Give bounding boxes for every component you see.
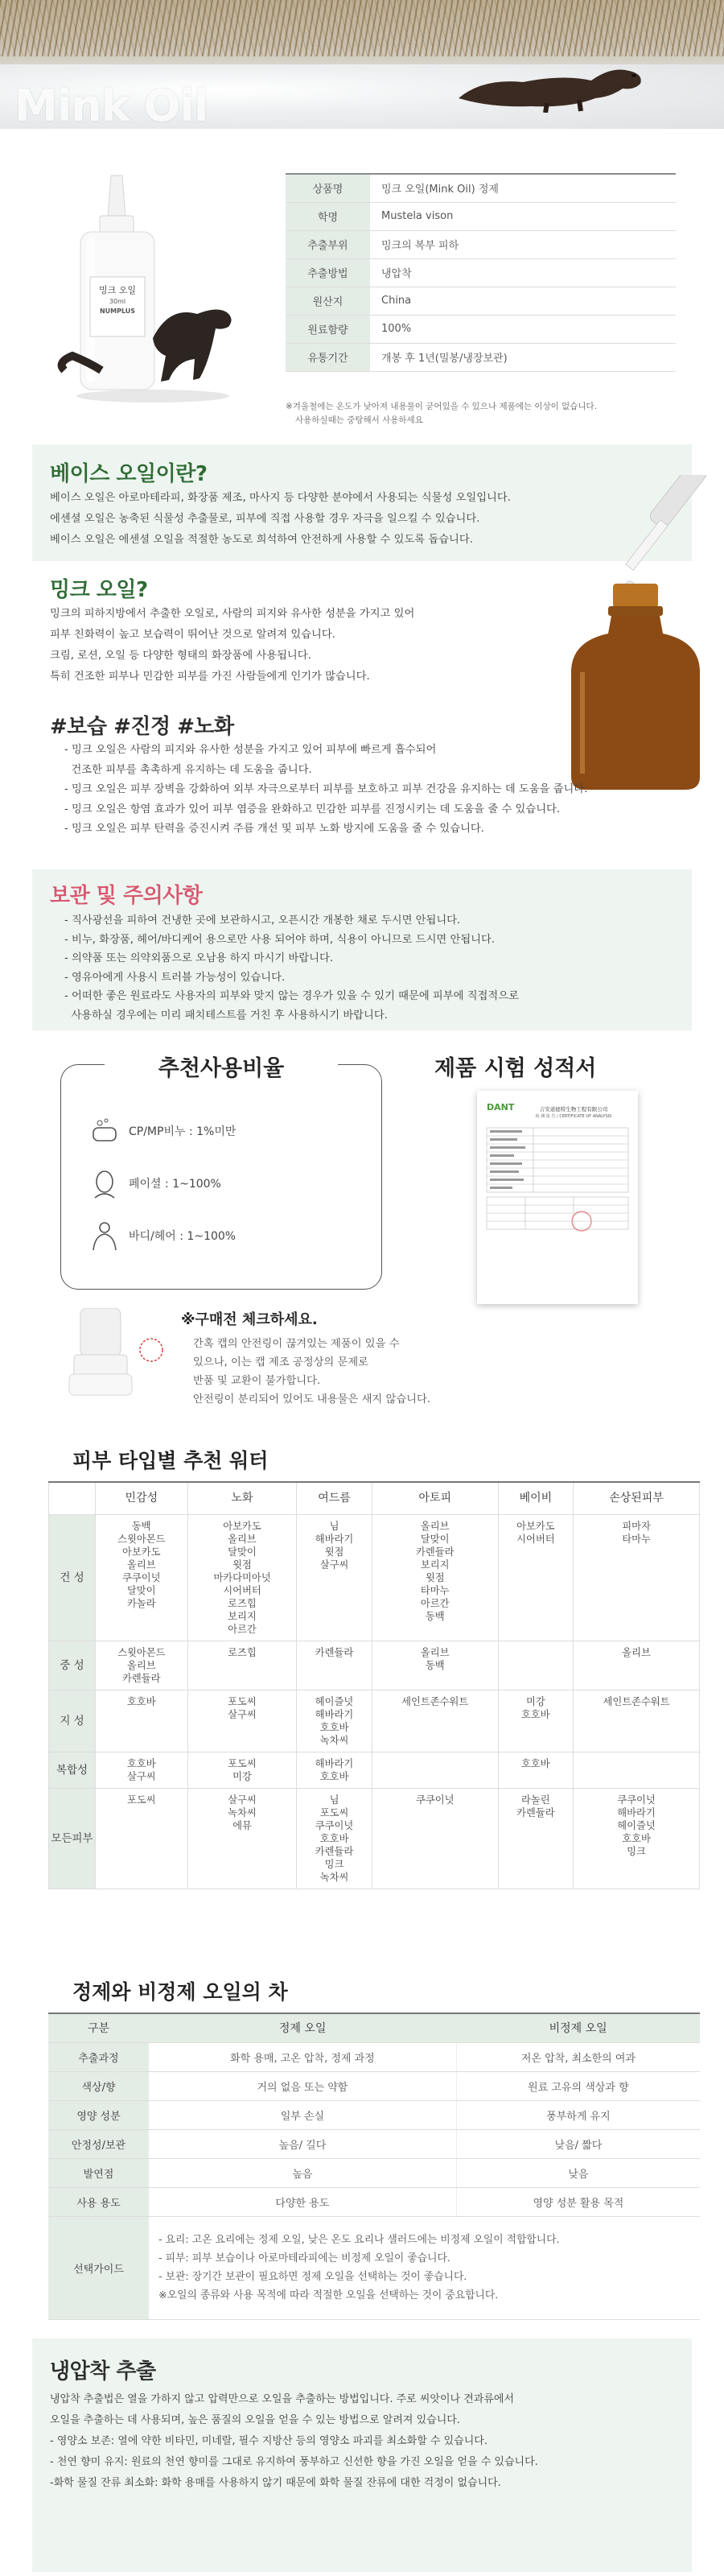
product-label-line2: 30ml	[109, 298, 126, 305]
text-line: 베이스 오일은 에센셜 오일을 적절한 농도로 희석하여 안전하게 사용할 수 있도록 돕습니다.	[50, 534, 473, 546]
skin-table-corner	[49, 1482, 96, 1514]
text-line: - 밍크 오일은 피부 장벽을 강화하여 외부 자극으로부터 피부를 보호하고 피부 건강을 유지하는 데 도움을 줍니다.	[64, 783, 588, 795]
spec-value: 밍크의 복부 피하	[370, 230, 676, 258]
comparison-key: 발연점	[48, 2158, 149, 2187]
comparison-header: 구분	[48, 2013, 149, 2042]
skin-table-row	[49, 1752, 700, 1788]
skin-table-cell: 스윗아몬드 올리브 카렌듈라	[96, 1641, 188, 1690]
skin-table-cell: 아보카도 시어버터	[498, 1514, 573, 1641]
skin-table-cell: 해바라기 호호바	[297, 1752, 372, 1788]
guide-line: - 요리: 고온 요리에는 정제 오일, 낮은 온도 요리나 샐러드에는 비정제 오일이 적합합니다.	[158, 2234, 560, 2246]
soap-icon	[88, 1115, 121, 1147]
skin-table-cell: 호호바 살구씨	[96, 1752, 188, 1788]
text-line: - 영양소 보존: 열에 약한 비타민, 미네랄, 필수 지방산 등의 영양소 파괴를 최소화할 수 있습니다.	[50, 2435, 487, 2447]
text-line: - 직사광선을 피하여 건냉한 곳에 보관하시고, 오픈시간 개봉한 채로 두시면 안됩니다.	[64, 914, 461, 927]
cap-notice-text	[193, 1335, 430, 1409]
skin-table-row	[49, 1788, 700, 1889]
spec-row	[286, 202, 676, 230]
comparison-row	[48, 2071, 700, 2100]
skin-table-cell: 세인트존수워트	[574, 1690, 700, 1752]
dry-grass-background	[0, 0, 724, 56]
skin-type-label: 건 성	[49, 1514, 96, 1641]
guide-line: - 보관: 장기간 보관이 필요하면 정제 오일을 선택하는 것이 좋습니다.	[158, 2271, 467, 2283]
recommend-row	[88, 1167, 221, 1199]
text-line: 오일을 추출하는 데 사용되며, 높은 품질의 오일을 얻을 수 있는 방법으로 알려져 있습니다.	[50, 2414, 460, 2426]
face-icon	[88, 1167, 121, 1199]
skin-table-column-header: 노화	[187, 1482, 297, 1514]
spec-value: 냉압착	[370, 258, 676, 287]
spec-key: 원산지	[286, 287, 370, 315]
spec-row	[286, 343, 676, 371]
text-line: -화학 물질 잔류 최소화: 화학 용매를 사용하지 않기 때문에 화학 물질 잔류에 대한 걱정이 없습니다.	[50, 2477, 501, 2489]
text-line: 피부 친화력이 높고 보습력이 뛰어난 것으로 알려져 있습니다.	[50, 629, 335, 641]
comparison-row	[48, 2042, 700, 2071]
skin-table-column-header: 손상된피부	[574, 1482, 700, 1514]
refined-value: 화학 용매, 고온 압착, 정제 과정	[149, 2042, 456, 2071]
spec-key: 상품명	[286, 174, 370, 202]
skin-table-cell: 포도씨 살구씨	[187, 1690, 297, 1752]
refined-value: 높음	[149, 2158, 456, 2187]
text-line: 반품 및 교환이 불가합니다.	[193, 1375, 321, 1387]
caution-title: 보관 및 주의사항	[50, 884, 203, 908]
recommend-text: 바디/헤어 : 1~100%	[129, 1230, 237, 1243]
skin-table-cell: 올리브 달맞이 카렌듈라 보리지 윗점 타마누 아르간 동백	[372, 1514, 498, 1641]
spec-row	[286, 174, 676, 202]
guide-line: - 피부: 피부 보습이나 아로마테라피에는 비정제 오일이 좋습니다.	[158, 2252, 450, 2264]
unrefined-value: 영양 성분 활용 목적	[456, 2187, 700, 2216]
skin-table-column-header: 여드름	[297, 1482, 372, 1514]
mink-photo	[450, 50, 652, 113]
unrefined-value: 저온 압착, 최소한의 여과	[456, 2042, 700, 2071]
refined-value: 거의 없음 또는 약함	[149, 2071, 456, 2100]
cap-image	[56, 1308, 169, 1397]
spec-table	[286, 173, 676, 372]
comparison-row	[48, 2187, 700, 2216]
unrefined-value: 원료 고유의 색상과 향	[456, 2071, 700, 2100]
comparison-table	[48, 2013, 700, 2320]
base-oil-title: 베이스 오일이란?	[50, 462, 208, 486]
skin-table-row	[49, 1641, 700, 1690]
certificate-brand: DANT	[487, 1102, 515, 1113]
body-icon	[88, 1220, 121, 1252]
skin-table-cell	[574, 1752, 700, 1788]
skin-type-label: 복합성	[49, 1752, 96, 1788]
spec-value: China	[370, 287, 676, 315]
comparison-header: 정제 오일	[149, 2013, 456, 2042]
unrefined-value: 낮음	[456, 2158, 700, 2187]
skin-table-cell: 라놀린 카렌듈라	[498, 1788, 573, 1889]
skin-table-title: 피부 타입별 추천 워터	[72, 1449, 269, 1472]
certificate-image	[477, 1091, 638, 1304]
benefits-title: #보습 #진정 #노화	[50, 715, 234, 739]
text-line: 사용하실 경우에는 미리 패치테스트를 거친 후 사용하시기 바랍니다.	[64, 1009, 388, 1022]
recommend-row	[88, 1220, 236, 1252]
spec-value: 밍크 오일(Mink Oil) 정제	[370, 174, 676, 202]
recommend-row	[88, 1115, 236, 1147]
text-line: 에센셜 오일은 농축된 식물성 추출물로, 피부에 직접 사용할 경우 자극을 일으킬 수 있습니다.	[50, 513, 480, 525]
text-line: - 천연 향미 유지: 원료의 천연 향미를 그대로 유지하여 풍부하고 신선한 향을 가진 오일을 얻을 수 있습니다.	[50, 2456, 538, 2468]
text-line: 특히 건조한 피부나 민감한 피부를 가진 사람들에게 인기가 많습니다.	[50, 671, 370, 683]
skin-table-cell: 올리브	[574, 1641, 700, 1690]
cold-press-title: 냉압착 추출	[50, 2359, 156, 2384]
comparison-key: 추출과정	[48, 2042, 149, 2071]
product-label-brand: NUMPLUS	[99, 308, 136, 315]
skin-table-cell: 아보카도 올리브 달맞이 윗점 마카다미아넛 시어버터 로즈힙 보리지 아르간	[187, 1514, 297, 1641]
spec-key: 원료함량	[286, 315, 370, 343]
mink-oil-text	[50, 604, 414, 687]
skin-table-cell: 카렌듈라	[297, 1641, 372, 1690]
recommend-title: 추천사용비율	[105, 1051, 338, 1082]
spec-value: 100%	[370, 315, 676, 343]
benefits-text	[64, 741, 587, 840]
hero-banner	[0, 0, 724, 129]
spec-note	[286, 400, 688, 427]
text-line: - 영유아에게 사용시 트러블 가능성이 있습니다.	[64, 971, 286, 984]
comparison-key: 사용 용도	[48, 2187, 149, 2216]
skin-type-label: 중 성	[49, 1641, 96, 1690]
mink-oil-title: 밍크 오일?	[50, 578, 148, 602]
spec-note-line: 사용하실때는 중탕해서 사용하세요	[295, 415, 423, 425]
skin-table-cell: 포도씨	[96, 1788, 188, 1889]
cap-notice-title: ※구매전 체크하세요.	[181, 1311, 318, 1328]
text-line: - 밍크 오일은 사람의 피지와 유사한 성분을 가지고 있어 피부에 빠르게 흡수되어	[64, 744, 437, 756]
skin-table-column-header: 민감성	[96, 1482, 188, 1514]
skin-table-cell: 쿠쿠이넛 해바라기 헤이즐넛 호호바 밍크	[574, 1788, 700, 1889]
comparison-header-row	[48, 2013, 700, 2042]
skin-table-cell: 동백 스윗아몬드 아보카도 올리브 쿠쿠이넛 달맞이 카놀라	[96, 1514, 188, 1641]
skin-table-cell: 호호바	[498, 1752, 573, 1788]
guide-line: ※오일의 종류와 사용 목적에 따라 적절한 오일을 선택하는 것이 중요합니다.	[158, 2289, 499, 2301]
certificate-table-graphic	[485, 1126, 630, 1239]
spec-key: 학명	[286, 202, 370, 230]
skin-type-label: 지 성	[49, 1690, 96, 1752]
skin-table-cell: 살구씨 녹차씨 에뮤	[187, 1788, 297, 1889]
spec-key: 추출부위	[286, 230, 370, 258]
skin-table-column-header: 베이비	[498, 1482, 573, 1514]
product-image	[48, 169, 265, 411]
text-line: - 밍크 오일은 항염 효과가 있어 피부 염증을 완화하고 민감한 피부를 진정시키는 데 도움을 줄 수 있습니다.	[64, 803, 561, 815]
skin-table-cell: 호호바	[96, 1690, 188, 1752]
spec-row	[286, 287, 676, 315]
skin-table-cell: 미강 호호바	[498, 1690, 573, 1752]
comparison-row	[48, 2129, 700, 2158]
skin-table-cell: 로즈힙	[187, 1641, 297, 1690]
text-line: 간혹 캡의 안전링이 끊겨있는 제품이 있을 수	[193, 1338, 400, 1350]
certificate-doc-title: 检 测 报 告 / CERTIFICATE OF ANALYSIS	[535, 1114, 612, 1119]
hero-title: Mink Oil	[14, 80, 208, 129]
product-label-line1: 밍크 오일	[98, 285, 136, 295]
text-line: 베이스 오일은 아로마테라피, 화장품 제조, 마사지 등 다양한 분야에서 사용되는 식물성 오일입니다.	[50, 492, 511, 504]
spec-key: 유통기간	[286, 343, 370, 371]
text-line: 건조한 피부를 촉촉하게 유지하는 데 도움을 줍니다.	[64, 763, 312, 776]
comparison-row	[48, 2158, 700, 2187]
text-line: - 밍크 오일은 피부 탄력을 증진시켜 주름 개선 및 피부 노화 방지에 도움을 줄 수 있습니다.	[64, 823, 484, 835]
comparison-title: 정제와 비정제 오일의 차	[72, 1980, 288, 2004]
comparison-guide-row	[48, 2216, 700, 2319]
skin-table-cell: 님 해바라기 윗점 살구씨	[297, 1514, 372, 1641]
skin-table-cell	[372, 1752, 498, 1788]
skin-table-cell: 올리브 동백	[372, 1641, 498, 1690]
comparison-key: 영양 성분	[48, 2100, 149, 2129]
refined-value: 높음/ 길다	[149, 2129, 456, 2158]
skin-type-table	[48, 1481, 700, 1889]
spec-value: 개봉 후 1년(밀봉/냉장보관)	[370, 343, 676, 371]
recommend-text: 페이셜 : 1~100%	[129, 1178, 221, 1191]
text-line: - 어떠한 좋은 원료라도 사용자의 피부와 맞지 않는 경우가 있을 수 있기 때문에 피부에 직접적으로	[64, 990, 519, 1002]
spec-row	[286, 258, 676, 287]
cold-press-text	[50, 2389, 538, 2494]
comparison-key: 색상/향	[48, 2071, 149, 2100]
unrefined-value: 낮음/ 짧다	[456, 2129, 700, 2158]
skin-table-row	[49, 1514, 700, 1641]
skin-table-cell: 님 포도씨 쿠쿠이넛 호호바 카렌듈라 밍크 녹차씨	[297, 1788, 372, 1889]
selection-guide	[149, 2216, 700, 2319]
skin-table-column-header: 아토피	[372, 1482, 498, 1514]
recommend-text: CP/MP비누 : 1%미만	[129, 1125, 237, 1138]
spec-note-line: ※겨울철에는 온도가 낮아져 내용물이 굳어있을 수 있으나 제품에는 이상이 없습니다.	[286, 402, 598, 411]
skin-table-cell: 피마자 타마누	[574, 1514, 700, 1641]
text-line: 밍크의 피하지방에서 추출한 오일로, 사람의 피지와 유사한 성분을 가지고 있어	[50, 608, 415, 620]
text-line: 있으나, 이는 캡 제조 공정상의 문제로	[193, 1356, 369, 1368]
spec-row	[286, 315, 676, 343]
skin-table-cell: 세인트존수워트	[372, 1690, 498, 1752]
text-line: 냉압착 추출법은 열을 가하지 않고 압력만으로 오일을 추출하는 방법입니다. 주로 씨앗이나 견과류에서	[50, 2393, 515, 2405]
spec-value: Mustela vison	[370, 202, 676, 230]
skin-table-row	[49, 1690, 700, 1752]
skin-table-cell	[498, 1641, 573, 1690]
refined-value: 다양한 용도	[149, 2187, 456, 2216]
text-line: - 의약품 또는 의약외품으로 오남용 하지 마시기 바랍니다.	[64, 952, 334, 964]
text-line: - 비누, 화장품, 헤어/바디케어 용으로만 사용 되어야 하며, 식용이 아니므로 드시면 안됩니다.	[64, 933, 496, 946]
spec-key: 추출방법	[286, 258, 370, 287]
spec-row	[286, 230, 676, 258]
text-line: 안전링이 분리되어 있어도 내용물은 새지 않습니다.	[193, 1393, 431, 1406]
unrefined-value: 풍부하게 유지	[456, 2100, 700, 2129]
text-line: 크림, 로션, 오일 등 다양한 형태의 화장품에 사용됩니다.	[50, 650, 311, 662]
base-oil-text	[50, 488, 511, 551]
skin-table-cell: 포도씨 미강	[187, 1752, 297, 1788]
caution-text	[64, 911, 519, 1025]
skin-table-cell: 헤이즐넛 해바라기 호호바 녹차씨	[297, 1690, 372, 1752]
skin-table-header-row	[49, 1482, 700, 1514]
comparison-row	[48, 2100, 700, 2129]
refined-value: 일부 손실	[149, 2100, 456, 2129]
certificate-company: 吉安道德特生物工程有限公司	[539, 1106, 608, 1113]
comparison-header: 비정제 오일	[456, 2013, 700, 2042]
comparison-key: 선택가이드	[48, 2216, 149, 2319]
skin-type-label: 모든피부	[49, 1788, 96, 1889]
comparison-key: 안정성/보관	[48, 2129, 149, 2158]
skin-table-cell: 쿠쿠이넛	[372, 1788, 498, 1889]
certificate-title: 제품 시험 성적서	[434, 1056, 597, 1081]
